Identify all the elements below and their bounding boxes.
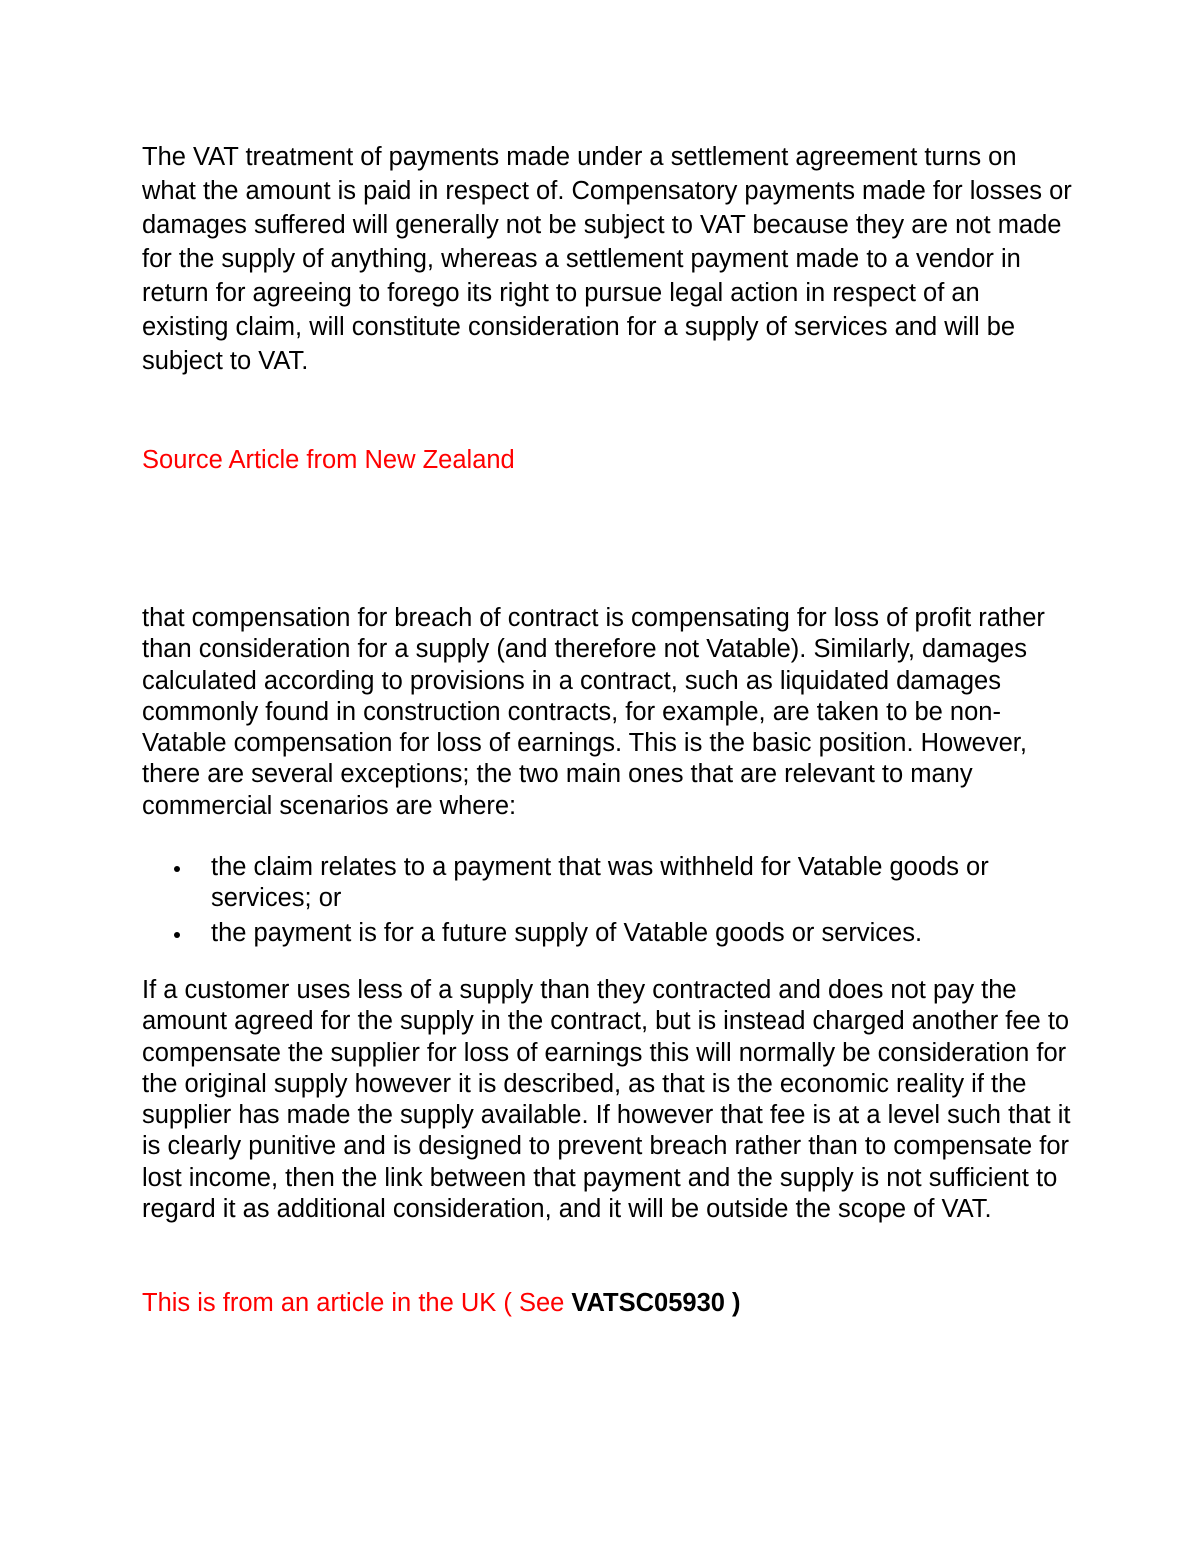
vatsc-reference: VATSC05930 <box>571 1289 725 1317</box>
customer-fee-paragraph: If a customer uses less of a supply than they contracted and does not pay the amount agreed for the supply in the contract, but is instead charged another fee to compensate the supplier for loss of earnings this will normally be consideration for the original supply however it is described, as that is the economic reality if the supplier has made the supply available. If however that fee is at a level such that it is clearly punitive and is designed to prevent breach rather than to compensate for lost income, then the link between that payment and the supply is not sufficient to regard it as additional consideration, and it will be outside the scope of VAT. <box>142 976 1071 1224</box>
source-note: Source Article from New Zealand <box>142 446 515 474</box>
list-item-text: the payment is for a future supply of Vatable goods or services. <box>211 918 923 947</box>
exceptions-list <box>142 852 1072 949</box>
uk-note-prefix: This is from an article in the UK ( See <box>142 1289 572 1317</box>
list-item <box>142 918 1072 949</box>
bullet-icon <box>174 932 180 938</box>
list-item-text: the claim relates to a payment that was withheld for Vatable goods or services; or <box>211 853 989 913</box>
intro-paragraph: The VAT treatment of payments made under a settlement agreement turns on what the amount is paid in respect of. Compensatory payments made for losses or damages suffered will generally not be subject to VAT because they are not made for the supply of anything, whereas a settlement payment made to a vendor in return for agreeing to forego its right to pursue legal action in respect of an existing claim, will constitute consideration for a supply of services and will be subject to VAT. <box>142 143 1072 375</box>
bullet-icon <box>174 866 180 872</box>
list-item <box>142 852 1072 915</box>
uk-source-note <box>142 1286 1072 1320</box>
compensation-paragraph: that compensation for breach of contract is compensating for loss of profit rather than consideration for a supply (and therefore not Vatable). Similarly, damages calculated according to provisions in a contract, such as liquidated damages commonly found in construction contracts, for example, are taken to be non-Vatable compensation for loss of earnings. This is the basic position. However, there are several exceptions; the two main ones that are relevant to many commercial scenarios are where: <box>142 604 1045 820</box>
uk-note-suffix: ) <box>724 1289 741 1317</box>
